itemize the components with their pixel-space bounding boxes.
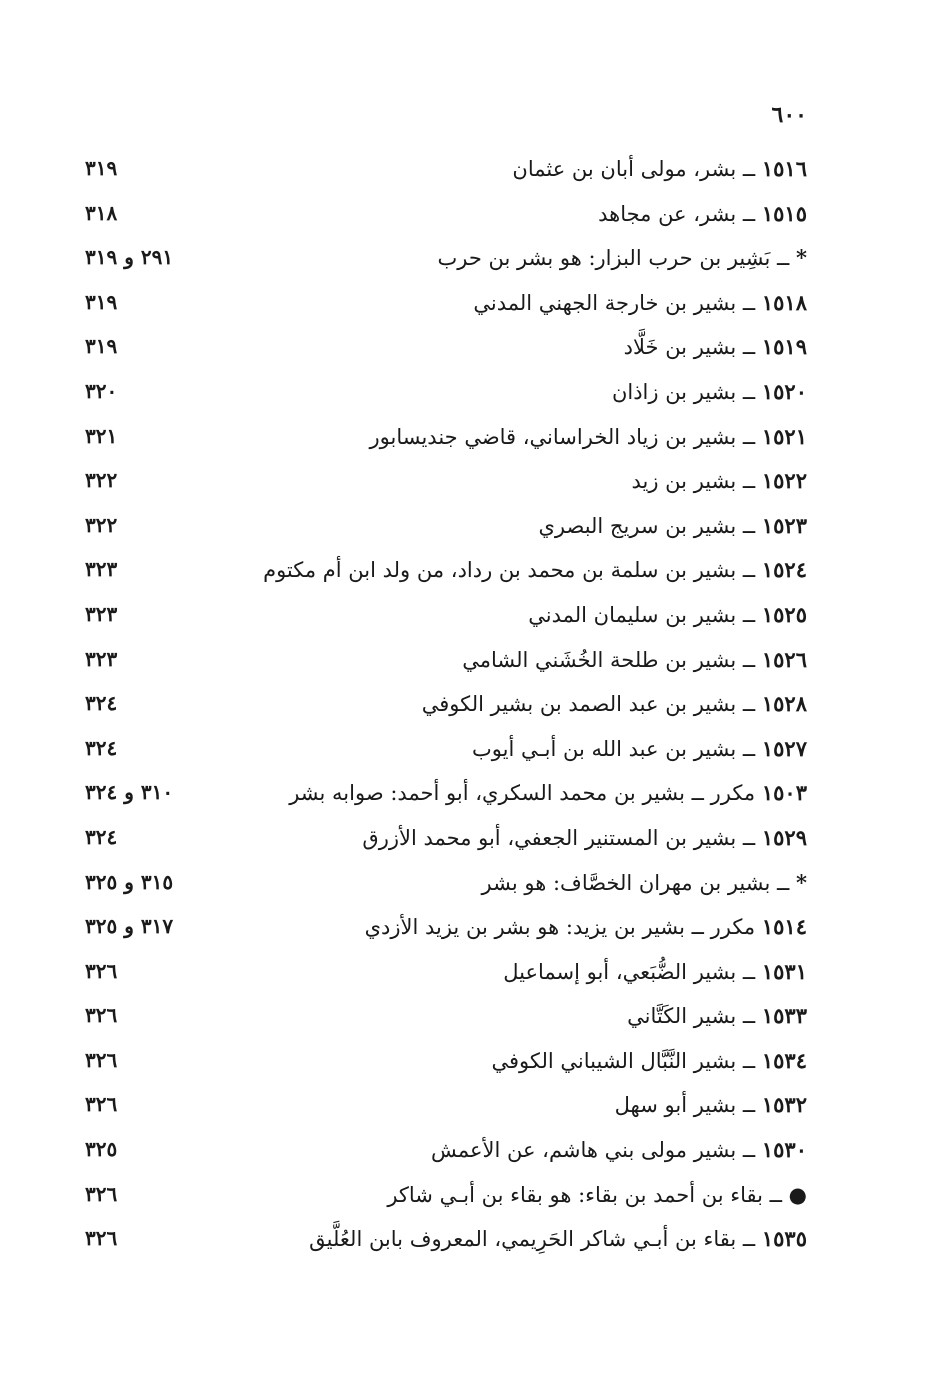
entry-page-ref: ٢٩١ و ٣١٩ [85, 245, 174, 270]
entry-text [422, 691, 807, 716]
entry-label: ــ بشير الكَتَّاني [627, 1004, 756, 1029]
entry-label: ــ بشير بن عبد الله بن أبـي أيوب [472, 736, 756, 761]
entry-page-ref: ٣٢٢ [85, 468, 118, 493]
entry-text [538, 513, 807, 538]
entry-page-ref: ٣٢٤ [85, 735, 118, 760]
entry-text [482, 870, 807, 895]
entry-label: ــ بشير الضُّبَعي، أبو إسماعيل [503, 959, 756, 984]
page-number: ٦٠٠ [771, 102, 807, 128]
entry-page-ref: ٣١٠ و ٣٢٤ [85, 780, 174, 805]
entry-number: ١٥١٤ [761, 914, 807, 940]
entry-number: ١٥٣٢ [761, 1092, 807, 1118]
entry-text [528, 602, 807, 627]
entry-text [598, 201, 807, 226]
entry-label: ــ بشير بن مهران الخصَّاف: هو بشر [481, 870, 790, 895]
entry-text [387, 1182, 807, 1207]
entry-label: ــ بشير أبو سهل [614, 1093, 756, 1118]
entry-number: * [796, 245, 807, 271]
entry-label: ــ بشير بن زيد [631, 469, 756, 494]
index-entry [0, 997, 925, 1042]
index-entry [0, 908, 925, 953]
entry-text [632, 468, 808, 493]
index-entry [0, 150, 925, 195]
entry-number: ١٥٣٠ [761, 1137, 807, 1163]
entry-label: ــ بشير النَّبَّال الشيباني الكوفي [491, 1048, 756, 1073]
entry-page-ref: ٣٢٦ [85, 1092, 118, 1117]
entry-label: ــ بشير بن عبد الصمد بن بشير الكوفي [421, 692, 756, 717]
index-entry [0, 774, 925, 819]
entry-text [615, 1092, 807, 1117]
index-entry [0, 953, 925, 998]
entry-text [492, 1048, 808, 1073]
entry-text [437, 245, 807, 270]
entry-label: ــ بشير بن طلحة الخُشَني الشامي [462, 647, 756, 672]
index-entry [0, 1086, 925, 1131]
entry-number: ١٥٢٦ [761, 646, 807, 672]
entry-label: ــ بشير بن المستنير الجعفي، أبو محمد الأزرق [362, 825, 756, 850]
entry-text [472, 736, 807, 761]
index-entry [0, 1042, 925, 1087]
entry-page-ref: ٣٢١ [85, 423, 118, 448]
index-list [0, 150, 925, 1265]
index-entry [0, 462, 925, 507]
index-entry [0, 819, 925, 864]
entry-text [362, 825, 807, 850]
entry-page-ref: ٣٢٦ [85, 1181, 118, 1206]
entry-number: ١٥٢٥ [761, 601, 807, 627]
index-entry [0, 730, 925, 775]
entry-number: ١٥٣١ [761, 958, 807, 984]
entry-label: ــ بشر، مولى أبان بن عثمان [512, 157, 756, 181]
entry-number: ١٥٣٥ [761, 1226, 807, 1252]
entry-page-ref: ٣١٩ [85, 334, 118, 359]
entry-number: ١٥١٥ [761, 200, 807, 226]
entry-page-ref: ٣٢٤ [85, 691, 118, 716]
entry-text [503, 959, 807, 984]
entry-text [431, 1137, 807, 1162]
index-entry [0, 685, 925, 730]
entry-page-ref: ٣١٥ و ٣٢٥ [85, 869, 174, 894]
entry-number: ١٥٢١ [761, 423, 807, 449]
entry-page-ref: ٣٢٣ [85, 601, 118, 626]
entry-label: ــ بشير بن سليمان المدني [528, 602, 756, 627]
entry-label: ــ بشير بن خَلَّاد [623, 335, 756, 360]
entry-number: ١٥٣٤ [761, 1047, 807, 1073]
index-entry [0, 1176, 925, 1221]
entry-label: ــ بشير بن زاذان [611, 379, 756, 404]
entry-number: ● [788, 1181, 807, 1207]
entry-text [289, 780, 807, 805]
entry-label: ــ بشير بن سلمة بن محمد بن رداد، من ولد ابن أم مكتوم [263, 558, 756, 583]
index-entry [0, 641, 925, 686]
entry-text [473, 290, 807, 315]
entry-label: ــ بشير مولى بني هاشم، عن الأعمش [431, 1138, 756, 1163]
entry-page-ref: ٣١٩ [85, 289, 118, 314]
index-entry [0, 418, 925, 463]
entry-text [627, 1003, 807, 1028]
entry-label: ــ بشير بن زياد الخراساني، قاضي جنديسابور [369, 424, 756, 449]
entry-label: مكرر ــ بشير بن يزيد: هو بشر بن يزيد الأزدي [364, 915, 756, 940]
entry-number: ١٥١٩ [761, 334, 807, 360]
index-entry [0, 284, 925, 329]
entry-number: ١٥٢٧ [761, 735, 807, 761]
entry-number: ١٥٢٢ [761, 468, 807, 494]
entry-number: ١٥٠٣ [761, 780, 807, 806]
entry-text [612, 379, 807, 404]
entry-label: ــ بشير بن سريج البصري [538, 513, 756, 538]
index-entry [0, 507, 925, 552]
entry-number: ١٥٢٨ [761, 691, 807, 717]
entry-number: ١٥٢٣ [761, 512, 807, 538]
entry-label: ــ بَشِير بن حرب البزار: هو بشر بن حرب [437, 246, 790, 271]
index-entry [0, 596, 925, 641]
entry-page-ref: ٣٢٠ [85, 378, 118, 403]
entry-number: ١٥٣٣ [761, 1003, 807, 1029]
index-entry [0, 1220, 925, 1265]
entry-label: ــ بقاء بن أبـي شاكر الحَرِيمي، المعروف بابن العُلَّيق [309, 1227, 756, 1252]
entry-text [462, 647, 807, 672]
entry-text [624, 334, 807, 359]
index-entry [0, 864, 925, 909]
entry-number: ١٥٢٠ [761, 378, 807, 404]
index-entry [0, 373, 925, 418]
entry-label: مكرر ــ بشير بن محمد السكري، أبو أحمد: صوابه بشر [289, 781, 756, 806]
entry-page-ref: ٣١٩ [85, 156, 118, 180]
index-entry [0, 328, 925, 373]
entry-page-ref: ٣١٨ [85, 200, 118, 225]
entry-label: ــ بشير بن خارجة الجهني المدني [473, 290, 756, 315]
entry-text [309, 1226, 807, 1251]
index-entry [0, 551, 925, 596]
entry-text [365, 914, 807, 939]
entry-page-ref: ٣٢٥ [85, 1137, 118, 1162]
entry-number: ١٥٢٤ [761, 557, 807, 583]
entry-page-ref: ٣٢٦ [85, 1003, 118, 1028]
entry-page-ref: ٣٢٢ [85, 512, 118, 537]
entry-text [370, 424, 808, 449]
entry-page-ref: ٣٢٣ [85, 557, 118, 582]
entry-label: ــ بشر، عن مجاهد [598, 201, 756, 226]
entry-page-ref: ٣٢٦ [85, 1047, 118, 1072]
entry-label: ــ بقاء بن أحمد بن بقاء: هو بقاء بن أبـي شاكر [387, 1182, 782, 1207]
entry-number: ١٥٢٩ [761, 824, 807, 850]
entry-page-ref: ٣٢٦ [85, 1226, 118, 1251]
entry-page-ref: ٣٢٤ [85, 824, 118, 849]
entry-number: ١٥١٦ [761, 156, 807, 181]
index-entry [0, 1131, 925, 1176]
index-entry [0, 239, 925, 284]
entry-page-ref: ٣٢٦ [85, 958, 118, 983]
entry-text [512, 156, 807, 181]
entry-page-ref: ٣٢٣ [85, 646, 118, 671]
entry-number: * [796, 869, 807, 895]
entry-number: ١٥١٨ [761, 289, 807, 315]
entry-text [263, 557, 807, 582]
entry-page-ref: ٣١٧ و ٣٢٥ [85, 914, 174, 939]
index-entry [0, 195, 925, 240]
